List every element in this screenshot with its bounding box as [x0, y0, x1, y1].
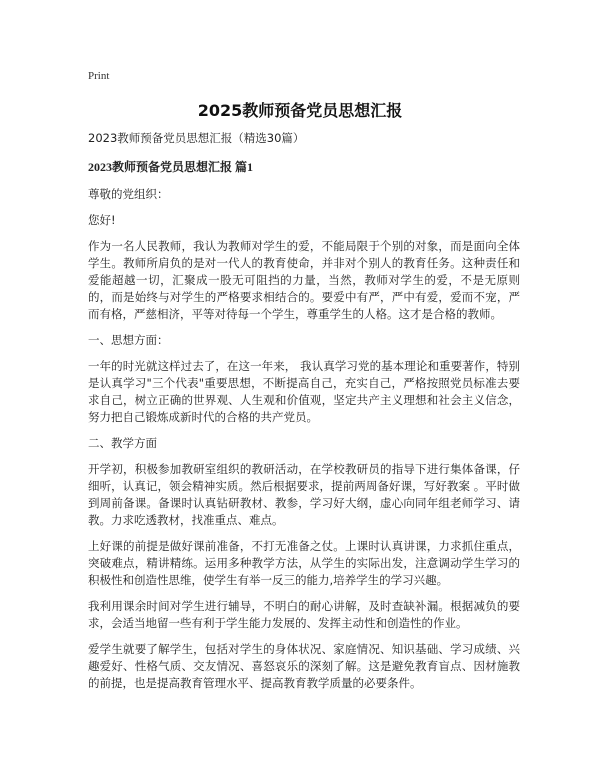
page-title: 2025教师预备党员思想汇报 — [197, 101, 403, 120]
paragraph-thought: 一年的时光就这样过去了，在这一年来， 我认真学习党的基本理论和重要著作，特别是认真学习"三个代表"重要思想，不断提高自己，充实自己，严格按照党员标准去要求自己，树立正确的世界观、人生观和价值观，坚定共产主义理想和社会主义信念，努力把自己锻炼成新时代的合格的共产党员。 — [88, 359, 520, 424]
paragraph-teaching-3: 我利用课余时间对学生进行辅导，不明白的耐心讲解，及时查缺补漏。根据减负的要求，会适当地留一些有利于学生能力发展的、发挥主动性和创造性的作业。 — [88, 599, 520, 630]
document-subtitle: 2023教师预备党员思想汇报（精选30篇） — [88, 131, 305, 145]
section-heading-teaching: 二、教学方面 — [88, 436, 157, 450]
print-link[interactable]: Print — [88, 70, 110, 82]
section-heading-thought: 一、思想方面： — [88, 333, 169, 347]
document-body — [88, 130, 520, 701]
paragraph-teaching-2: 上好课的前提是做好课前准备，不打无准备之仗。上课时认真讲课，力求抓住重点，突破难点，精讲精练。运用多种教学方法，从学生的实际出发，注意调动学生学习的积极性和创造性思维，使学生有举一反三的能力,培养学生的学习兴趣。 — [88, 539, 520, 587]
paragraph-teaching-4: 爱学生就要了解学生，包括对学生的身体状况、家庭情况、知识基础、学习成绩、兴趣爱好、性格气质、交友情况、喜怒哀乐的深刻了解。这是避免教育盲点、因材施教的前提，也是提高教育管理水平、提高教育教学质量的必要条件。 — [88, 642, 520, 690]
paragraph-teaching-1: 开学初，积极参加教研室组织的教研活动，在学校教研员的指导下进行集体备课，仔细听，认真记，领会精神实质。然后根据要求，提前两周备好课，写好教案 。平时做到周前备课。备课时认真钻研教材、教参，学习好大纲，虚心向同年组老师学习、请教。力求吃透教材，找准重点、难点。 — [88, 462, 520, 527]
salutation: 尊敬的党组织： — [88, 187, 169, 201]
paragraph-intro: 作为一名人民教师，我认为教师对学生的爱，不能局限于个别的对象，而是面向全体学生。教师所肩负的是对一代人的教育使命，并非对个别人的教育任务。这种责任和爱能超越一切，汇聚成一股无可阻挡的力量，当然，教师对学生的爱，不是无原则的，而是始终与对学生的严格要求相结合的。要爱中有严，严中有爱，爱而不宠，严而有格，严慈相济，平等对待每一个学生，尊重学生的人格。这才是合格的教师。 — [88, 239, 520, 321]
article-title: 2023教师预备党员思想汇报 篇1 — [88, 160, 254, 174]
greeting: 您好! — [88, 213, 116, 227]
